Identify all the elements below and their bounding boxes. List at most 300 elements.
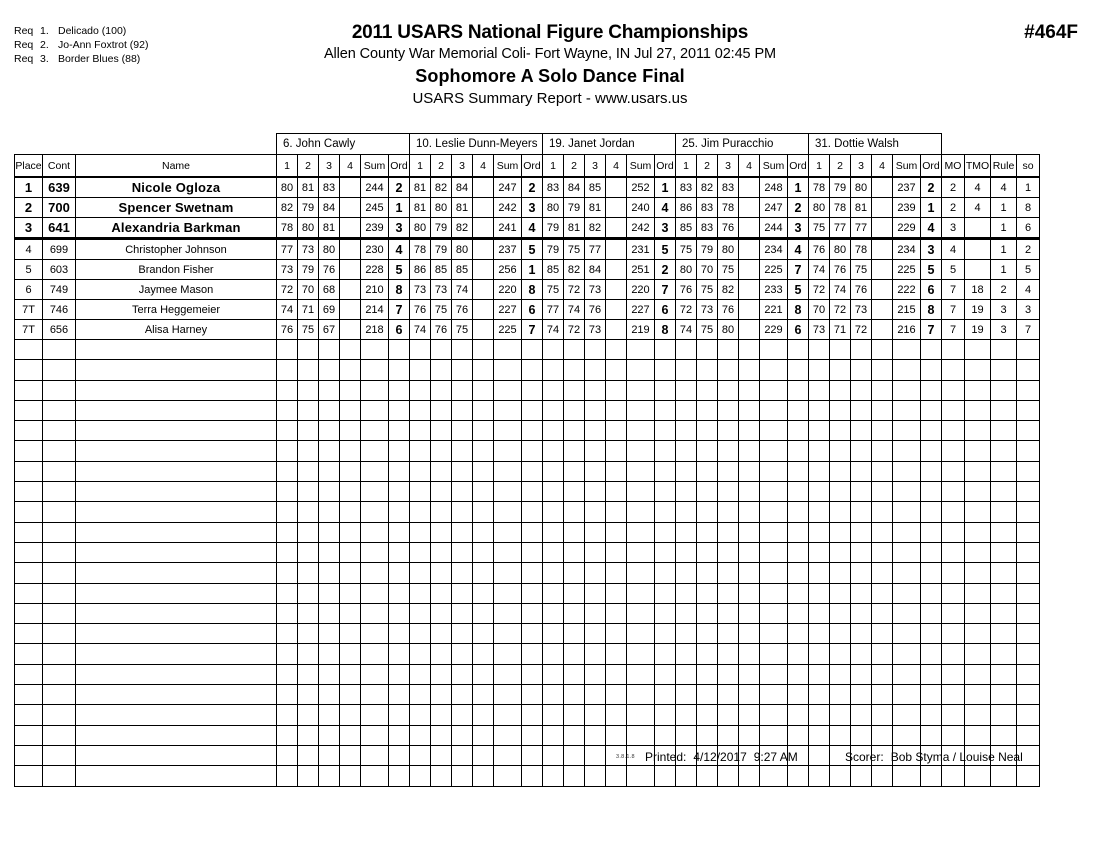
row-judge1-score4	[340, 177, 361, 198]
header-judge1-ord: Ord	[389, 155, 410, 178]
table-row-empty	[15, 421, 1040, 441]
row-judge1-ord: 3	[389, 218, 410, 239]
row-rule	[991, 664, 1017, 684]
row-judge5-sum	[893, 400, 921, 420]
row-judge4-score3	[718, 583, 739, 603]
row-judge2-score3	[452, 360, 473, 380]
row-judge3-score3: 73	[585, 280, 606, 300]
row-cont	[43, 360, 76, 380]
row-judge3-sum: 252	[627, 177, 655, 198]
row-judge4-sum	[760, 705, 788, 725]
row-judge4-score3	[718, 421, 739, 441]
row-judge5-ord	[921, 360, 942, 380]
table-row	[15, 218, 1040, 239]
header-judge1-4: 4	[340, 155, 361, 178]
row-name	[76, 583, 277, 603]
row-judge3-score4	[606, 482, 627, 502]
header-judge4-3: 3	[718, 155, 739, 178]
row-judge4-sum	[760, 685, 788, 705]
row-judge4-score4	[739, 664, 760, 684]
row-so	[1017, 340, 1040, 360]
row-judge3-score3: 76	[585, 300, 606, 320]
row-judge4-score4	[739, 340, 760, 360]
row-judge2-sum: 237	[494, 239, 522, 260]
row-judge1-score4	[340, 380, 361, 400]
row-judge1-score4	[340, 685, 361, 705]
row-judge4-sum	[760, 380, 788, 400]
row-judge3-score3	[585, 685, 606, 705]
row-tmo	[965, 603, 991, 623]
row-judge3-score4	[606, 239, 627, 260]
row-judge4-ord	[788, 583, 809, 603]
row-judge1-score2	[298, 603, 319, 623]
row-judge5-score2	[830, 624, 851, 644]
row-judge2-ord	[522, 502, 543, 522]
row-judge1-sum: 210	[361, 280, 389, 300]
row-judge5-score3: 80	[851, 177, 872, 198]
row-judge2-sum	[494, 542, 522, 562]
row-judge2-score1	[410, 421, 431, 441]
row-judge4-score2: 83	[697, 198, 718, 218]
header-judge3-2: 2	[564, 155, 585, 178]
row-judge1-score2: 79	[298, 260, 319, 280]
row-judge2-score1	[410, 624, 431, 644]
judge-banner-row	[15, 134, 1040, 155]
row-judge4-score1: 80	[676, 260, 697, 280]
row-judge2-ord: 7	[522, 320, 543, 340]
row-mo: 4	[942, 239, 965, 260]
row-rule: 1	[991, 218, 1017, 239]
row-judge2-sum: 227	[494, 300, 522, 320]
row-judge5-score1	[809, 400, 830, 420]
row-judge2-ord	[522, 644, 543, 664]
row-judge2-score4	[473, 563, 494, 583]
row-judge5-score4	[872, 340, 893, 360]
row-judge5-sum	[893, 380, 921, 400]
row-judge4-sum	[760, 542, 788, 562]
row-judge4-score4	[739, 583, 760, 603]
row-judge3-score1	[543, 522, 564, 542]
row-judge1-sum: 230	[361, 239, 389, 260]
row-place	[15, 583, 43, 603]
row-judge3-score2	[564, 522, 585, 542]
row-judge1-ord: 2	[389, 177, 410, 198]
requirement-number: 3.	[40, 53, 49, 65]
row-judge1-score2: 80	[298, 218, 319, 239]
row-judge2-sum	[494, 421, 522, 441]
row-judge3-score4	[606, 725, 627, 745]
row-judge4-score1: 86	[676, 198, 697, 218]
row-judge1-score2	[298, 705, 319, 725]
row-judge5-score4	[872, 380, 893, 400]
row-judge3-score2: 72	[564, 320, 585, 340]
row-judge4-score4	[739, 542, 760, 562]
row-judge3-ord	[655, 380, 676, 400]
row-judge5-score1	[809, 563, 830, 583]
row-judge5-score4	[872, 461, 893, 481]
header-mo: MO	[942, 155, 965, 178]
row-place	[15, 400, 43, 420]
header-judge3-sum: Sum	[627, 155, 655, 178]
row-judge5-score1	[809, 542, 830, 562]
row-judge3-score1: 83	[543, 177, 564, 198]
row-tmo: 19	[965, 320, 991, 340]
row-judge1-score1	[277, 502, 298, 522]
row-judge2-score4	[473, 239, 494, 260]
row-judge4-score1: 72	[676, 300, 697, 320]
row-judge5-sum: 215	[893, 300, 921, 320]
row-judge3-score1	[543, 380, 564, 400]
row-judge4-score4	[739, 644, 760, 664]
row-judge4-sum	[760, 725, 788, 745]
row-judge5-ord	[921, 685, 942, 705]
row-judge4-score2: 70	[697, 260, 718, 280]
row-judge3-sum	[627, 400, 655, 420]
row-judge1-score1: 73	[277, 260, 298, 280]
row-judge5-score1	[809, 685, 830, 705]
row-judge4-sum	[760, 360, 788, 380]
row-judge1-score2: 75	[298, 320, 319, 340]
row-judge3-sum	[627, 603, 655, 623]
row-judge3-score1	[543, 502, 564, 522]
table-row-empty	[15, 624, 1040, 644]
row-judge4-sum	[760, 502, 788, 522]
row-judge3-ord: 7	[655, 280, 676, 300]
row-judge5-score1: 80	[809, 198, 830, 218]
row-judge2-score3: 76	[452, 300, 473, 320]
row-judge4-sum	[760, 522, 788, 542]
row-judge1-score4	[340, 198, 361, 218]
row-judge3-score4	[606, 441, 627, 461]
header-judge2-ord: Ord	[522, 155, 543, 178]
row-judge3-score3	[585, 563, 606, 583]
row-name	[76, 482, 277, 502]
row-judge5-ord	[921, 441, 942, 461]
row-judge5-score4	[872, 705, 893, 725]
row-judge3-score2	[564, 644, 585, 664]
header-judge2-1: 1	[410, 155, 431, 178]
row-judge1-score3: 68	[319, 280, 340, 300]
row-judge2-ord	[522, 664, 543, 684]
row-mo	[942, 461, 965, 481]
row-judge5-score1	[809, 725, 830, 745]
row-judge1-score3	[319, 583, 340, 603]
row-judge5-score3	[851, 400, 872, 420]
row-rule: 2	[991, 280, 1017, 300]
table-row	[15, 320, 1040, 340]
row-judge2-score3	[452, 644, 473, 664]
row-judge3-sum	[627, 441, 655, 461]
table-row-empty	[15, 563, 1040, 583]
requirement-label: Req	[14, 25, 34, 37]
row-judge3-score1	[543, 542, 564, 562]
row-judge3-score2	[564, 380, 585, 400]
row-judge1-sum	[361, 725, 389, 745]
row-judge2-score3: 85	[452, 260, 473, 280]
row-so	[1017, 441, 1040, 461]
row-judge4-score1	[676, 705, 697, 725]
row-judge3-score1: 79	[543, 218, 564, 239]
row-judge5-score2: 79	[830, 177, 851, 198]
row-judge4-score2	[697, 380, 718, 400]
row-judge1-sum	[361, 542, 389, 562]
row-judge3-score3	[585, 441, 606, 461]
row-judge5-sum	[893, 441, 921, 461]
row-mo	[942, 360, 965, 380]
row-judge1-sum	[361, 624, 389, 644]
header-judge2-4: 4	[473, 155, 494, 178]
row-judge3-ord: 5	[655, 239, 676, 260]
row-judge2-score2	[431, 502, 452, 522]
row-judge4-score2	[697, 340, 718, 360]
row-judge2-score4	[473, 624, 494, 644]
row-place: 3	[15, 218, 43, 239]
row-so: 8	[1017, 198, 1040, 218]
row-judge4-score2	[697, 502, 718, 522]
row-judge3-score2	[564, 340, 585, 360]
row-judge4-score4	[739, 360, 760, 380]
row-place: 1	[15, 177, 43, 198]
column-header-row	[15, 155, 1040, 178]
row-cont: 700	[43, 198, 76, 218]
row-judge3-ord: 2	[655, 260, 676, 280]
row-judge2-score2	[431, 603, 452, 623]
row-judge3-score1: 77	[543, 300, 564, 320]
row-judge5-score4	[872, 725, 893, 745]
row-judge2-score4	[473, 400, 494, 420]
row-judge4-score3	[718, 705, 739, 725]
row-judge3-ord	[655, 400, 676, 420]
row-judge3-sum	[627, 583, 655, 603]
row-judge5-ord	[921, 461, 942, 481]
row-judge3-score3: 77	[585, 239, 606, 260]
row-judge3-ord	[655, 624, 676, 644]
row-judge3-sum	[627, 421, 655, 441]
row-judge5-ord	[921, 624, 942, 644]
row-tmo	[965, 705, 991, 725]
row-judge1-score3: 67	[319, 320, 340, 340]
row-judge1-sum: 218	[361, 320, 389, 340]
row-judge2-score2	[431, 380, 452, 400]
row-judge4-ord	[788, 400, 809, 420]
row-judge1-score3	[319, 563, 340, 583]
row-judge5-score1: 76	[809, 239, 830, 260]
row-judge1-score2	[298, 664, 319, 684]
row-judge2-score4	[473, 522, 494, 542]
row-rule	[991, 502, 1017, 522]
row-rule: 4	[991, 177, 1017, 198]
row-judge5-ord: 4	[921, 218, 942, 239]
row-judge1-score4	[340, 280, 361, 300]
row-judge3-ord: 6	[655, 300, 676, 320]
table-row-empty	[15, 400, 1040, 420]
row-judge5-ord	[921, 421, 942, 441]
row-rule	[991, 340, 1017, 360]
row-judge1-score1	[277, 624, 298, 644]
header-rule: Rule	[991, 155, 1017, 178]
row-judge4-score4	[739, 177, 760, 198]
row-judge3-score2	[564, 441, 585, 461]
row-judge3-score2	[564, 685, 585, 705]
header-judge5-ord: Ord	[921, 155, 942, 178]
row-judge1-score4	[340, 218, 361, 239]
report-footer	[0, 750, 1100, 772]
row-judge3-sum	[627, 664, 655, 684]
row-judge5-score4	[872, 198, 893, 218]
row-judge3-score4	[606, 280, 627, 300]
row-judge5-score4	[872, 482, 893, 502]
row-judge5-score2	[830, 644, 851, 664]
row-name	[76, 603, 277, 623]
row-judge1-sum	[361, 563, 389, 583]
row-judge4-score4	[739, 441, 760, 461]
row-judge5-ord	[921, 542, 942, 562]
row-judge2-ord	[522, 705, 543, 725]
row-judge1-score4	[340, 461, 361, 481]
row-judge2-score1	[410, 725, 431, 745]
row-judge5-score2	[830, 441, 851, 461]
row-judge1-score3	[319, 482, 340, 502]
row-cont	[43, 340, 76, 360]
row-judge2-score4	[473, 198, 494, 218]
row-judge1-score4	[340, 441, 361, 461]
row-judge2-ord	[522, 522, 543, 542]
row-cont	[43, 563, 76, 583]
row-judge5-score1: 72	[809, 280, 830, 300]
row-judge3-ord	[655, 522, 676, 542]
row-judge3-score1	[543, 360, 564, 380]
row-so	[1017, 502, 1040, 522]
row-judge1-ord: 6	[389, 320, 410, 340]
row-judge4-score1	[676, 421, 697, 441]
row-judge5-sum	[893, 563, 921, 583]
row-judge4-score3	[718, 461, 739, 481]
row-judge1-score1	[277, 360, 298, 380]
row-tmo	[965, 218, 991, 239]
row-judge1-ord: 1	[389, 198, 410, 218]
row-judge3-score4	[606, 685, 627, 705]
row-judge1-ord	[389, 340, 410, 360]
row-judge2-score3: 81	[452, 198, 473, 218]
row-judge4-sum	[760, 583, 788, 603]
row-judge4-ord	[788, 685, 809, 705]
row-name	[76, 340, 277, 360]
row-judge2-score2	[431, 421, 452, 441]
row-judge2-ord	[522, 461, 543, 481]
row-judge2-sum	[494, 340, 522, 360]
row-judge1-score2	[298, 624, 319, 644]
row-judge2-score3: 75	[452, 320, 473, 340]
row-judge1-ord	[389, 421, 410, 441]
row-judge3-sum	[627, 340, 655, 360]
row-judge1-score4	[340, 542, 361, 562]
row-judge1-sum: 244	[361, 177, 389, 198]
row-judge1-ord	[389, 664, 410, 684]
row-judge1-sum	[361, 461, 389, 481]
row-judge5-score4	[872, 320, 893, 340]
printed-line	[645, 750, 798, 764]
row-judge5-score4	[872, 400, 893, 420]
row-judge3-score1	[543, 644, 564, 664]
row-judge4-score2	[697, 664, 718, 684]
row-judge3-score4	[606, 218, 627, 239]
row-judge2-ord	[522, 400, 543, 420]
row-judge1-score4	[340, 400, 361, 420]
row-judge5-sum	[893, 542, 921, 562]
row-judge4-score3	[718, 482, 739, 502]
row-judge5-score3	[851, 340, 872, 360]
row-cont	[43, 400, 76, 420]
row-cont	[43, 644, 76, 664]
division-title: Sophomore A Solo Dance Final	[415, 66, 685, 86]
row-name	[76, 421, 277, 441]
row-judge2-sum	[494, 644, 522, 664]
row-judge5-score4	[872, 542, 893, 562]
row-rule: 1	[991, 198, 1017, 218]
row-mo: 2	[942, 177, 965, 198]
row-judge3-score4	[606, 563, 627, 583]
row-judge2-ord	[522, 542, 543, 562]
row-judge1-score1: 72	[277, 280, 298, 300]
row-judge5-score1	[809, 664, 830, 684]
row-judge5-ord	[921, 705, 942, 725]
table-row	[15, 177, 1040, 198]
row-rule	[991, 461, 1017, 481]
row-judge3-score1	[543, 441, 564, 461]
row-judge3-ord	[655, 502, 676, 522]
row-so	[1017, 461, 1040, 481]
row-judge1-sum	[361, 603, 389, 623]
row-judge1-ord	[389, 461, 410, 481]
row-judge5-score3	[851, 563, 872, 583]
row-tmo	[965, 502, 991, 522]
row-cont	[43, 502, 76, 522]
judge-header-4: 25. Jim Puracchio	[676, 134, 809, 155]
event-code: #464F	[1024, 22, 1078, 43]
row-judge2-ord: 2	[522, 177, 543, 198]
row-judge1-sum	[361, 502, 389, 522]
row-judge5-score3	[851, 603, 872, 623]
row-judge2-score3	[452, 583, 473, 603]
report-subtitle: USARS Summary Report - www.usars.us	[412, 90, 688, 107]
row-judge2-score1: 78	[410, 239, 431, 260]
row-judge5-score4	[872, 522, 893, 542]
row-judge5-score1: 70	[809, 300, 830, 320]
table-row	[15, 260, 1040, 280]
row-judge2-score4	[473, 421, 494, 441]
row-cont	[43, 380, 76, 400]
row-judge1-score2: 73	[298, 239, 319, 260]
row-judge2-score1	[410, 400, 431, 420]
row-judge2-score4	[473, 644, 494, 664]
row-judge2-ord: 3	[522, 198, 543, 218]
row-judge3-score4	[606, 603, 627, 623]
row-cont	[43, 705, 76, 725]
row-judge3-score2	[564, 400, 585, 420]
row-place: 2	[15, 198, 43, 218]
row-judge5-score3	[851, 685, 872, 705]
row-judge2-score1: 86	[410, 260, 431, 280]
row-judge1-score3	[319, 705, 340, 725]
row-rule	[991, 360, 1017, 380]
row-judge1-score4	[340, 583, 361, 603]
row-mo: 7	[942, 300, 965, 320]
row-judge3-score1: 75	[543, 280, 564, 300]
row-judge1-score2	[298, 461, 319, 481]
row-judge3-ord	[655, 685, 676, 705]
row-judge1-score1: 74	[277, 300, 298, 320]
row-so	[1017, 482, 1040, 502]
